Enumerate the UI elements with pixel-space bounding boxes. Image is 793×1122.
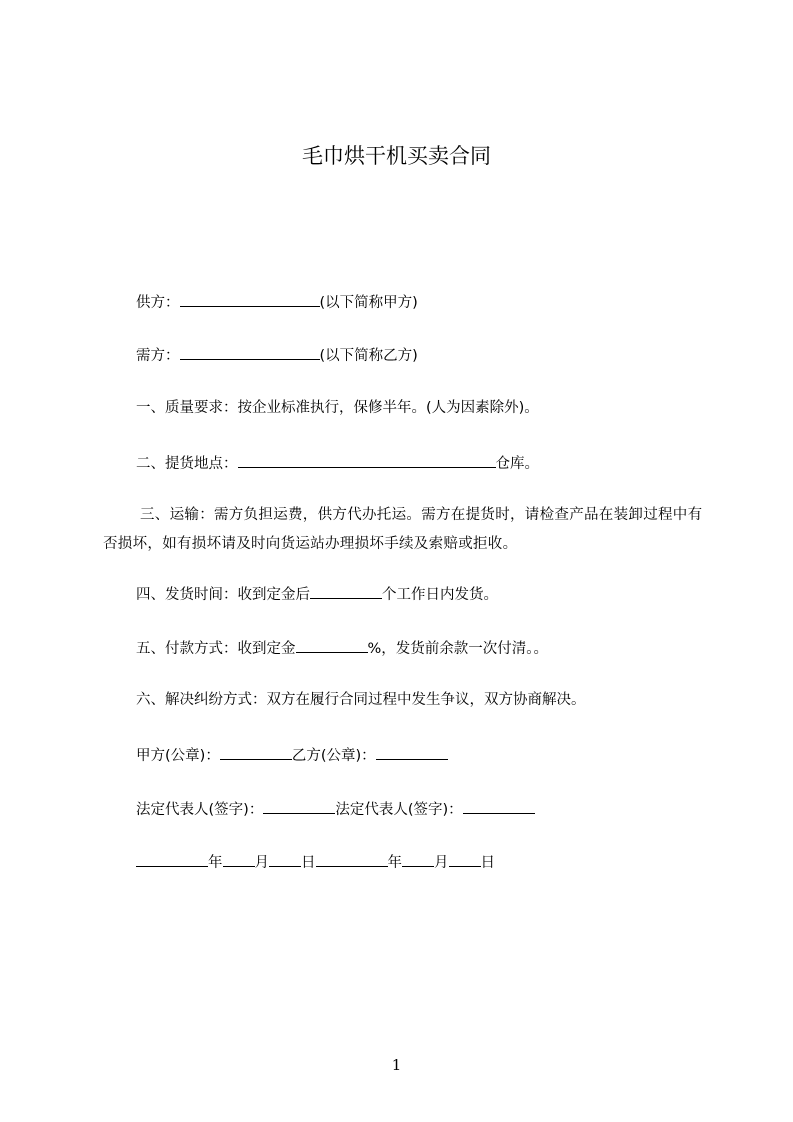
- pickup-blank[interactable]: [238, 452, 496, 468]
- party-b-seal-blank[interactable]: [376, 744, 448, 760]
- date-b-day-blank[interactable]: [449, 851, 481, 867]
- date-a-year-blank[interactable]: [136, 851, 208, 867]
- clause-pickup-location: [136, 452, 539, 474]
- buyer-suffix: (以下简称乙方): [319, 348, 418, 364]
- date-a-month-label: 月: [254, 855, 269, 871]
- clause-transport: 三、运输：需方负担运费，供方代办托运。需方在提货时，请检查产品在装卸过程中有否损坏，如有损坏请及时向货运站办理损坏手续及索赔或拒收。: [103, 507, 703, 552]
- seal-line: [136, 744, 448, 766]
- delivery-suffix: 个工作日内发货。: [382, 587, 498, 603]
- clause-payment: [136, 637, 548, 659]
- rep-a-label: 法定代表人(签字)：: [136, 802, 264, 818]
- pickup-label: 二、提货地点：: [136, 456, 238, 472]
- date-line: [136, 851, 495, 873]
- payment-label: 五、付款方式：收到定金: [136, 641, 296, 657]
- date-a-day-blank[interactable]: [269, 851, 301, 867]
- date-b-day-label: 日: [480, 855, 495, 871]
- date-a-year-label: 年: [208, 855, 223, 871]
- rep-b-signature-blank[interactable]: [463, 798, 535, 814]
- signature-line: [136, 798, 535, 820]
- supplier-blank[interactable]: [180, 291, 320, 307]
- date-a-month-blank[interactable]: [223, 851, 255, 867]
- payment-suffix: %，发货前余款一次付清。。: [367, 641, 549, 657]
- date-b-year-blank[interactable]: [316, 851, 388, 867]
- buyer-line: [136, 344, 418, 366]
- party-b-seal-label: 乙方(公章)：: [291, 748, 376, 764]
- date-b-year-label: 年: [387, 855, 402, 871]
- rep-a-signature-blank[interactable]: [263, 798, 335, 814]
- delivery-label: 四、发货时间：收到定金后: [136, 587, 310, 603]
- clause-delivery-time: [136, 583, 498, 605]
- buyer-blank[interactable]: [180, 344, 320, 360]
- date-b-month-blank[interactable]: [402, 851, 434, 867]
- supplier-label: 供方：: [136, 295, 180, 311]
- clause-quality: 一、质量要求：按企业标准执行，保修半年。(人为因素除外)。: [136, 400, 539, 416]
- buyer-label: 需方：: [136, 348, 180, 364]
- supplier-suffix: (以下简称甲方): [319, 295, 418, 311]
- delivery-days-blank[interactable]: [310, 583, 382, 599]
- party-a-seal-label: 甲方(公章)：: [136, 748, 220, 764]
- date-b-month-label: 月: [434, 855, 449, 871]
- party-a-seal-blank[interactable]: [220, 744, 292, 760]
- deposit-percent-blank[interactable]: [296, 637, 368, 653]
- clause-dispute: 六、解决纠纷方式：双方在履行合同过程中发生争议，双方协商解决。: [136, 692, 586, 708]
- page-title: 毛巾烘干机买卖合同: [302, 144, 491, 168]
- date-a-day-label: 日: [301, 855, 316, 871]
- rep-b-label: 法定代表人(签字)：: [335, 802, 463, 818]
- page-number: 1: [391, 1056, 402, 1074]
- pickup-suffix: 仓库。: [495, 456, 539, 472]
- supplier-line: [136, 291, 418, 313]
